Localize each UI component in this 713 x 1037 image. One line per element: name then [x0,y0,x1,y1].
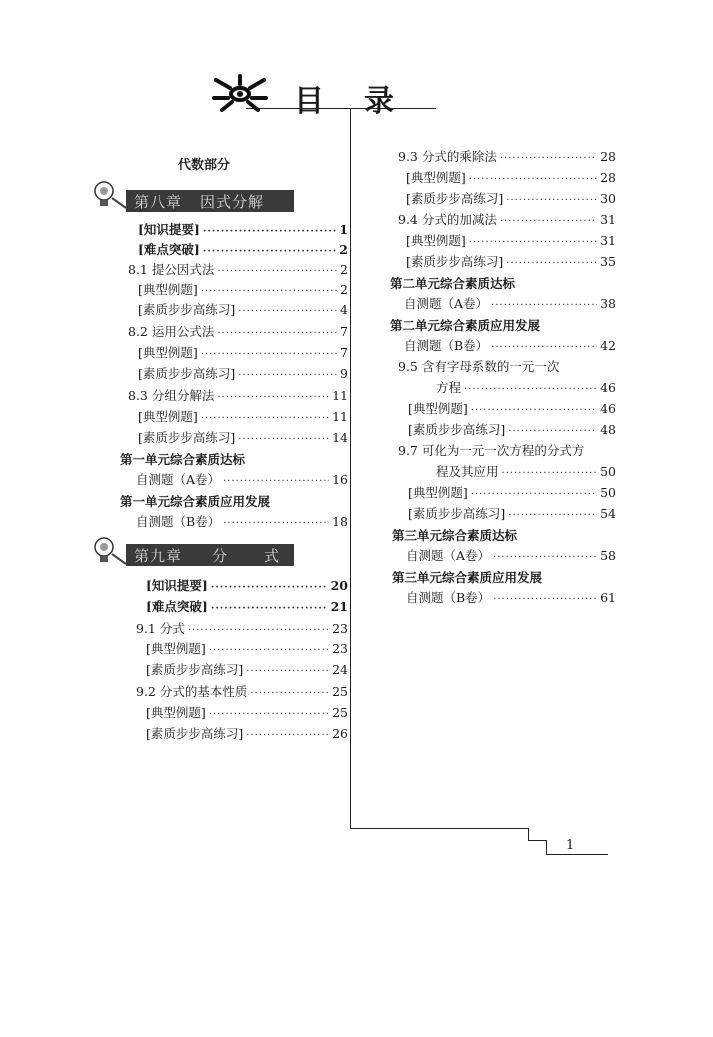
toc-entry[interactable]: 8.3 分组分解法 ····· 11 [128,388,348,406]
toc-entry[interactable]: [典型例题] ····· 25 [146,705,348,723]
toc-entry[interactable]: [素质步步高练习] ····· 48 [408,422,616,440]
toc-entry[interactable]: [知识提要] ····· 1 [138,222,348,240]
bottom-step-line-3 [546,854,608,855]
section-heading: 代数部分 [178,158,231,173]
chapter9-banner [126,544,294,566]
unit-heading: 第三单元综合素质应用发展 [392,570,543,585]
toc-entry[interactable]: [素质步步高练习] ····· 4 [138,302,348,320]
title-char-2: 录 [364,84,394,119]
toc-entry[interactable]: 9.1 分式 ····· 23 [136,621,348,639]
toc-entry[interactable]: 9.3 分式的乘除法 ····· 28 [398,149,616,167]
unit-heading: 第一单元综合素质应用发展 [120,494,271,509]
chapter9-name-1: 分 [212,546,229,565]
title-underline [246,108,436,109]
toc-entry[interactable]: 自测题（B卷） ····· 61 [406,590,616,608]
toc-entry[interactable]: [难点突破] ····· 21 [146,599,348,617]
chapter8-banner [126,190,294,212]
toc-entry[interactable]: [典型例题] ····· 23 [146,641,348,659]
toc-entry[interactable]: 8.1 提公因式法 ····· 2 [128,262,348,280]
toc-entry[interactable]: [典型例题] ····· 50 [408,485,616,503]
toc-entry[interactable]: [素质步步高练习] ····· 26 [146,726,348,744]
chapter8-number: 第八章 [134,192,183,211]
toc-entry[interactable]: [典型例题] ····· 46 [408,401,616,419]
toc-entry-continued[interactable]: 9.5 含有字母系数的一元一次 [398,359,560,374]
bottom-step-riser-2 [546,840,547,854]
toc-entry[interactable]: 自测题（A卷） ····· 16 [136,472,348,490]
lightbulb-icon [90,534,130,570]
chapter9-name-2: 式 [264,546,281,565]
toc-entry[interactable]: 程及其应用 ····· 50 [436,464,616,482]
toc-entry[interactable]: 自测题（A卷） ····· 58 [406,548,616,566]
unit-heading: 第二单元综合素质达标 [390,276,516,291]
lightbulb-icon [90,178,130,214]
bottom-step-line-2 [528,840,546,841]
toc-entry[interactable]: [知识提要] ····· 20 [146,578,348,596]
toc-entry[interactable]: 8.2 运用公式法 ····· 7 [128,324,348,342]
toc-entry[interactable]: [典型例题] ····· 7 [138,345,348,363]
toc-entry[interactable]: [典型例题] ····· 11 [138,409,348,427]
unit-heading: 第一单元综合素质达标 [120,452,246,467]
toc-entry[interactable]: 方程 ····· 46 [436,380,616,398]
toc-entry[interactable]: [素质步步高练习] ····· 14 [138,430,348,448]
toc-entry[interactable]: [素质步步高练习] ····· 35 [406,254,616,272]
bottom-step-line-1 [350,828,528,829]
toc-entry[interactable]: [素质步步高练习] ····· 9 [138,366,348,384]
toc-entry[interactable]: 自测题（A卷） ····· 38 [404,296,616,314]
title-char-1: 目 [294,84,324,119]
toc-entry[interactable]: 自测题（B卷） ····· 18 [136,514,348,532]
chapter9-number: 第九章 [134,546,183,565]
toc-entry[interactable]: [素质步步高练习] ····· 54 [408,506,616,524]
toc-entry[interactable]: [难点突破] ····· 2 [138,242,348,260]
chapter8-name: 因式分解 [200,192,265,211]
unit-heading: 第二单元综合素质应用发展 [390,318,541,333]
page-number: 1 [566,838,575,853]
toc-entry[interactable]: 9.2 分式的基本性质 ····· 25 [136,684,348,702]
bottom-step-riser [528,828,529,840]
toc-entry[interactable]: [典型例题] ····· 2 [138,282,348,300]
toc-entry[interactable]: 9.4 分式的加减法 ····· 31 [398,212,616,230]
unit-heading: 第三单元综合素质达标 [392,528,518,543]
toc-entry[interactable]: [素质步步高练习] ····· 30 [406,191,616,209]
page-title [294,76,394,120]
toc-entry[interactable]: 自测题（B卷） ····· 42 [404,338,616,356]
toc-entry[interactable]: [素质步步高练习] ····· 24 [146,662,348,680]
toc-entry[interactable]: [典型例题] ····· 28 [406,170,616,188]
toc-entry-continued[interactable]: 9.7 可化为一元一次方程的分式方 [398,443,585,458]
toc-entry[interactable]: [典型例题] ····· 31 [406,233,616,251]
column-divider [350,108,351,828]
